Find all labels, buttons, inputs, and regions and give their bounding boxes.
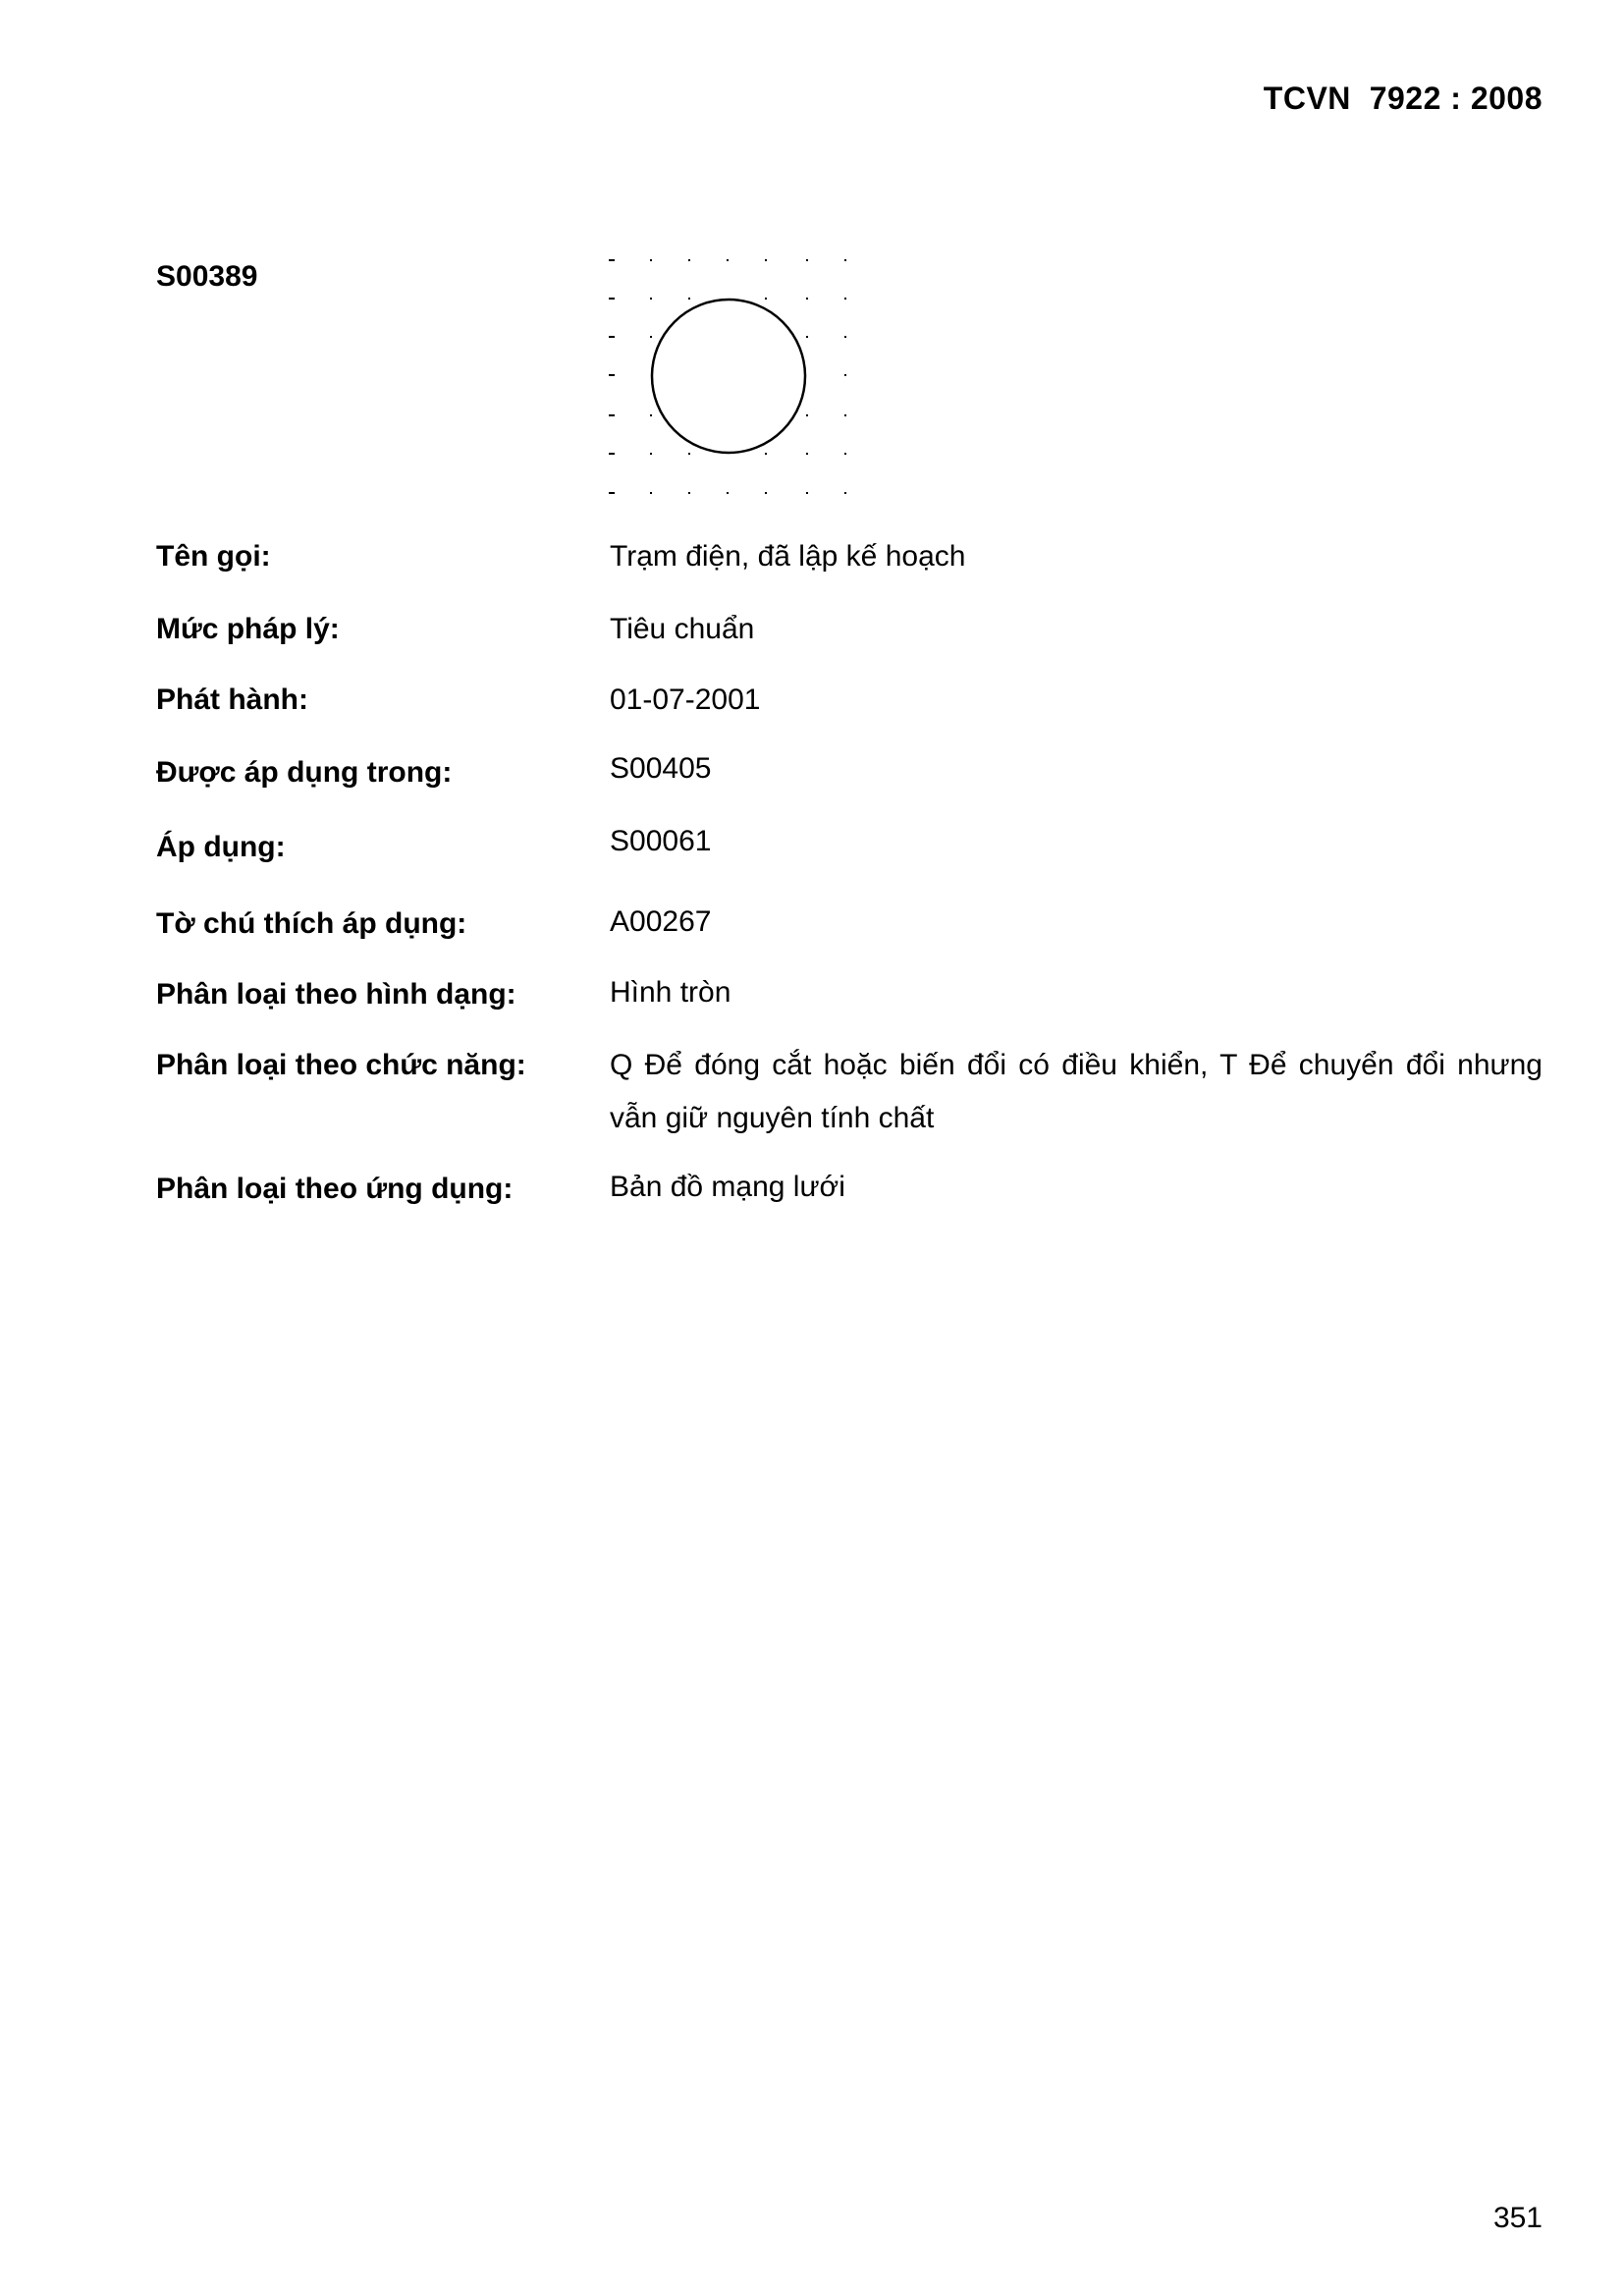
grid-dot <box>609 374 615 376</box>
field-value-annotation-sheet: A00267 <box>610 905 712 938</box>
field-value-application-class: Bản đồ mạng lưới <box>610 1171 845 1203</box>
field-value-applies: S00061 <box>610 825 712 857</box>
grid-dot <box>844 414 846 416</box>
field-value-function-class: Q Để đóng cắt hoặc biến đổi có điều khiển, T Để chuyển đổi nhưng vẫn giữ nguyên tính chất <box>610 1049 1543 1134</box>
grid-dot <box>650 492 652 494</box>
grid-dot <box>609 414 615 416</box>
grid-dot <box>650 259 652 261</box>
station-circle <box>652 300 805 453</box>
grid-dot <box>688 298 690 300</box>
grid-dot <box>765 298 767 300</box>
field-value-applied-in: S00405 <box>610 752 712 785</box>
circle-symbol-icon <box>589 236 884 520</box>
grid-dot <box>806 453 808 455</box>
grid-dot <box>765 492 767 494</box>
field-label-application-class: Phân loại theo ứng dụng: <box>156 1173 514 1205</box>
grid-dot <box>844 374 846 376</box>
grid-dot <box>844 453 846 455</box>
grid-dot <box>806 414 808 416</box>
standard-header: TCVN 7922 : 2008 <box>1263 81 1543 116</box>
grid-dot <box>609 336 615 338</box>
field-label-function-class: Phân loại theo chức năng: <box>156 1049 526 1081</box>
grid-dot <box>844 336 846 338</box>
grid-dot <box>609 298 615 300</box>
grid-dot <box>844 298 846 300</box>
field-label-name: Tên gọi: <box>156 540 271 573</box>
grid-dot <box>650 453 652 455</box>
field-value-name: Trạm điện, đã lập kế hoạch <box>610 540 966 573</box>
field-value-legal-level: Tiêu chuẩn <box>610 613 755 645</box>
symbol-code: S00389 <box>156 260 258 293</box>
grid-dot <box>609 453 615 455</box>
grid-dot <box>765 259 767 261</box>
field-label-shape-class: Phân loại theo hình dạng: <box>156 978 516 1011</box>
grid-dot <box>727 259 729 261</box>
grid-dot <box>806 492 808 494</box>
field-label-legal-level: Mức pháp lý: <box>156 613 340 645</box>
grid-dot <box>844 259 846 261</box>
grid-dot <box>844 492 846 494</box>
grid-dot <box>765 453 767 455</box>
grid-dot <box>727 492 729 494</box>
grid-dot <box>806 259 808 261</box>
grid-dot <box>806 298 808 300</box>
field-value-released: 01-07-2001 <box>610 683 761 716</box>
field-value-shape-class: Hình tròn <box>610 976 731 1009</box>
grid-dot <box>609 492 615 494</box>
grid-dot <box>688 259 690 261</box>
grid-dot <box>806 336 808 338</box>
grid-dot <box>650 298 652 300</box>
grid-dot <box>609 259 615 261</box>
page-number: 351 <box>1492 2202 1543 2234</box>
field-label-annotation-sheet: Tờ chú thích áp dụng: <box>156 907 467 940</box>
field-label-applied-in: Được áp dụng trong: <box>156 756 453 789</box>
grid-dot <box>688 492 690 494</box>
grid-dot <box>650 414 652 416</box>
grid-dot <box>650 336 652 338</box>
grid-dot <box>688 453 690 455</box>
field-label-released: Phát hành: <box>156 683 308 716</box>
field-label-applies: Áp dụng: <box>156 831 286 863</box>
